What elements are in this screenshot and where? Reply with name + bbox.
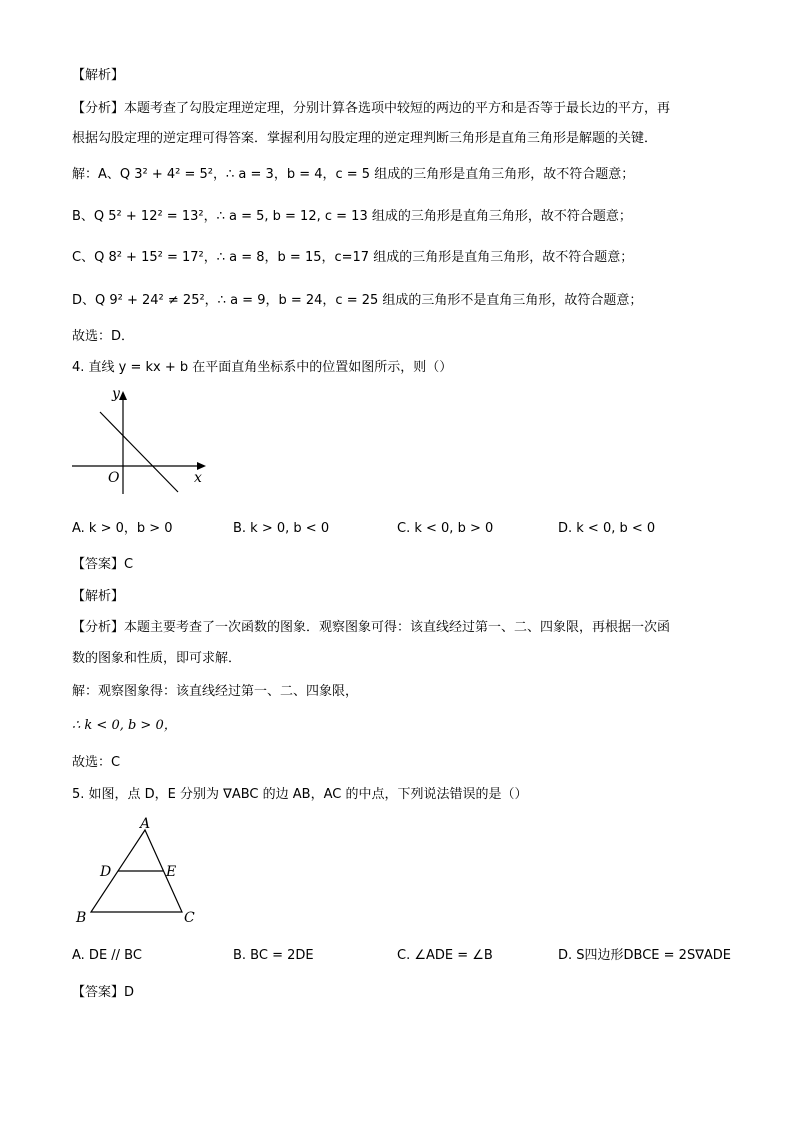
q5-answer: 【答案】D — [72, 985, 135, 1000]
q4-option-d: D. k < 0, b < 0 — [558, 521, 656, 536]
triangle-figure — [74, 816, 204, 928]
point-d-label: D — [100, 864, 112, 880]
conclusion-line: 故选：D． — [72, 329, 135, 344]
question-4-text: 4. 直线 y = kx + b 在平面直角坐标系中的位置如图所示，则（） — [72, 360, 453, 375]
coordinate-graph — [70, 386, 210, 498]
q4-conclusion: 故选：C — [72, 755, 121, 770]
question-5-text: 5. 如图，点 D，E 分别为 ∇ABC 的边 AB，AC 的中点，下列说法错误的是（） — [72, 787, 528, 802]
solution-line-a: 解：A、Q 3² + 4² = 5²，∴ a = 3，b = 4，c = 5 组成的三角形是直角三角形，故不符合题意； — [72, 167, 635, 182]
vertex-a-label: A — [140, 816, 151, 832]
q4-option-a: A. k > 0，b > 0 — [72, 521, 173, 536]
analysis-line-1: 【分析】本题考查了勾股定理逆定理，分别计算各选项中较短的两边的平方和是否等于最长边的平方，再 — [72, 101, 671, 116]
q4-analysis-heading: 【解析】 — [72, 589, 125, 604]
q5-option-c: C. ∠ADE = ∠B — [397, 948, 493, 963]
q4-option-c: C. k < 0, b > 0 — [397, 521, 494, 536]
solution-line-c: C、Q 8² + 15² = 17²，∴ a = 8，b = 15，c=17 组成的三角形是直角三角形，故不符合题意； — [72, 250, 634, 265]
point-e-label: E — [166, 864, 177, 880]
origin-label: O — [108, 470, 120, 486]
q4-solution-line: 解：观察图象得：该直线经过第一、二、四象限， — [72, 684, 359, 699]
solution-line-b: B、Q 5² + 12² = 13²，∴ a = 5, b = 12, c = 13 组成的三角形是直角三角形，故不符合题意； — [72, 209, 632, 224]
vertex-c-label: C — [184, 910, 195, 926]
y-axis-label: y — [112, 386, 120, 402]
q4-answer: 【答案】C — [72, 557, 134, 572]
vertex-b-label: B — [76, 910, 87, 926]
q4-solution-result: ∴ k < 0, b > 0， — [72, 718, 177, 733]
section-heading-analysis: 【解析】 — [72, 68, 125, 83]
x-axis-label: x — [194, 470, 202, 486]
solution-line-d: D、Q 9² + 24² ≠ 25²，∴ a = 9，b = 24，c = 25 组成的三角形不是直角三角形，故符合题意； — [72, 293, 643, 308]
q4-option-b: B. k > 0, b < 0 — [233, 521, 330, 536]
analysis-line-2: 根据勾股定理的逆定理可得答案．掌握利用勾股定理的逆定理判断三角形是直角三角形是解题的关键． — [72, 131, 658, 146]
q5-option-b: B. BC = 2DE — [233, 948, 314, 963]
x-axis-arrow — [197, 462, 206, 470]
q4-analysis-line-2: 数的图象和性质，即可求解． — [72, 651, 242, 666]
y-axis-arrow — [119, 391, 127, 400]
q4-analysis-line-1: 【分析】本题主要考查了一次函数的图象．观察图象可得：该直线经过第一、二、四象限，再根据一次函 — [72, 620, 671, 635]
q5-option-d: D. S四边形DBCE = 2S∇ADE — [558, 948, 732, 963]
q5-option-a: A. DE // BC — [72, 948, 142, 963]
